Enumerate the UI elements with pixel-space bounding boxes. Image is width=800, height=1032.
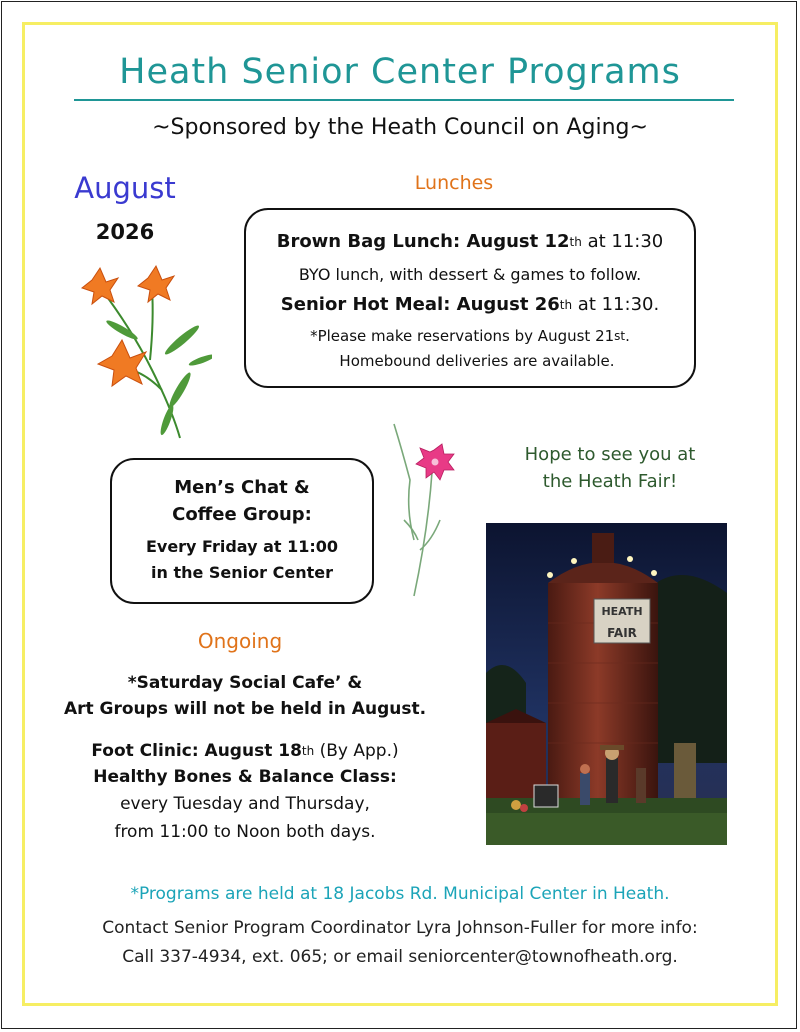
hot-meal-label: Senior Hot Meal: August 26 xyxy=(280,294,560,315)
foot-clinic-suffix: th xyxy=(301,744,315,758)
reservation-text: *Please make reservations by August 21 xyxy=(310,327,615,345)
flyer-subtitle: ~Sponsored by the Heath Council on Aging~ xyxy=(152,115,648,140)
foot-clinic-label: Foot Clinic: August 18 xyxy=(91,741,302,761)
footer-location: *Programs are held at 18 Jacobs Rd. Municipal Center in Heath. xyxy=(130,884,670,904)
fair-line1: Hope to see you at xyxy=(524,444,696,465)
footer-call: Call 337-4934, ext. 065; or email seniorcenter@townofheath.org. xyxy=(122,947,678,967)
cafe-line2: Art Groups will not be held in August. xyxy=(63,699,427,719)
mens-chat-line2: Coffee Group: xyxy=(172,504,312,525)
mens-chat-line3: Every Friday at 11:00 xyxy=(145,537,339,556)
cafe-line1: *Saturday Social Cafe’ & xyxy=(127,673,363,693)
brown-bag-time: at 11:30 xyxy=(581,231,664,252)
bones-label: Healthy Bones & Balance Class: xyxy=(93,767,397,787)
brown-bag-suffix: th xyxy=(569,235,582,249)
reservation-suffix: st xyxy=(614,329,626,343)
foot-clinic-note: (By App.) xyxy=(314,741,399,761)
reservation-end: . xyxy=(625,327,630,345)
lily-flower-icon xyxy=(62,260,212,440)
reservation-line xyxy=(246,327,694,345)
brown-bag-line xyxy=(246,231,694,252)
silo-photo-image xyxy=(486,523,727,845)
brown-bag-label: Brown Bag Lunch: August 12 xyxy=(276,231,570,252)
lunches-heading: Lunches xyxy=(414,172,494,194)
ongoing-section xyxy=(40,670,450,846)
hot-meal-time: at 11:30. xyxy=(572,294,660,315)
fair-sign-line1: HEATH xyxy=(601,605,643,618)
hot-meal-suffix: th xyxy=(559,298,573,312)
homebound-note: Homebound deliveries are available. xyxy=(339,352,615,370)
foot-clinic-line xyxy=(40,738,450,764)
hot-meal-line xyxy=(246,294,694,315)
flyer-title: Heath Senior Center Programs xyxy=(119,52,681,92)
ongoing-heading: Ongoing xyxy=(197,629,283,653)
carnation-flower-icon xyxy=(384,420,474,600)
month-label: August xyxy=(74,171,176,205)
heath-fair-silo-photo xyxy=(486,523,727,845)
fair-sign-line2: FAIR xyxy=(607,626,637,640)
mens-chat-line1: Men’s Chat & xyxy=(174,477,310,498)
fair-line2: the Heath Fair! xyxy=(542,471,678,492)
lunches-box xyxy=(244,208,696,388)
fair-invitation xyxy=(490,441,730,495)
year-label: 2026 xyxy=(95,220,155,244)
brown-bag-note: BYO lunch, with dessert & games to follow. xyxy=(298,265,642,284)
bones-line2: every Tuesday and Thursday, xyxy=(120,794,370,814)
bones-line3: from 11:00 to Noon both days. xyxy=(114,822,376,842)
mens-chat-box xyxy=(110,458,374,604)
title-underline xyxy=(74,99,734,101)
footer-contact: Contact Senior Program Coordinator Lyra Johnson-Fuller for more info: xyxy=(102,918,698,938)
mens-chat-line4: in the Senior Center xyxy=(151,563,333,582)
